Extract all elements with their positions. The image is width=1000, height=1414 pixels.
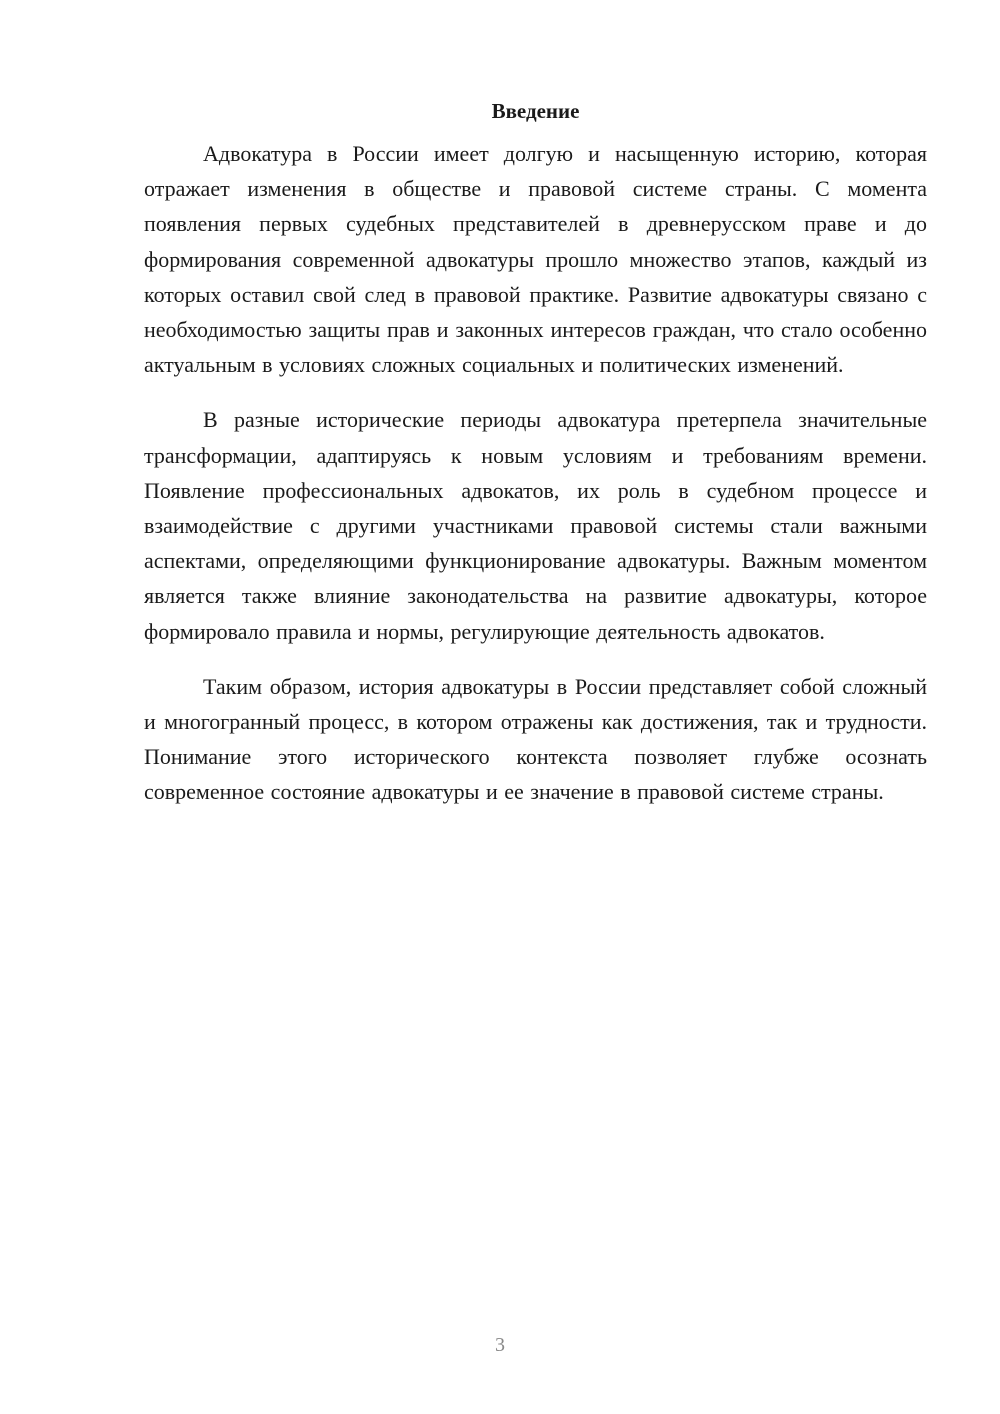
paragraph-1: Адвокатура в России имеет долгую и насыщенную историю, которая отражает изменения в обществе и правовой системе страны. С момента появления первых судебных представителей в древнерусском праве и до формирования современной адвокатуры прошло множество этапов, каждый из которых оставил свой след в правовой практике. Развитие адвокатуры связано с необходимостью защиты прав и законных интересов граждан, что стало особенно актуальным в условиях сложных социальных и политических изменений. <box>144 141 927 378</box>
page-number: 3 <box>495 1334 505 1356</box>
page-content <box>144 96 927 830</box>
paragraph-2: В разные исторические периоды адвокатура претерпела значительные трансформации, адаптируясь к новым условиям и требованиям времени. Появление профессиональных адвокатов, их роль в судебном процессе и взаимодействие с другими участниками правовой системы стали важными аспектами, определяющими функционирование адвокатуры. Важным моментом является также влияние законодательства на развитие адвокатуры, которое формировало правила и нормы, регулирующие деятельность адвокатов. <box>144 407 927 644</box>
section-title: Введение <box>491 99 580 123</box>
paragraph-3: Таким образом, история адвокатуры в России представляет собой сложный и многогранный процесс, в котором отражены как достижения, так и трудности. Понимание этого исторического контекста позволяет глубже осознать современное состояние адвокатуры и ее значение в правовой системе страны. <box>144 673 927 805</box>
